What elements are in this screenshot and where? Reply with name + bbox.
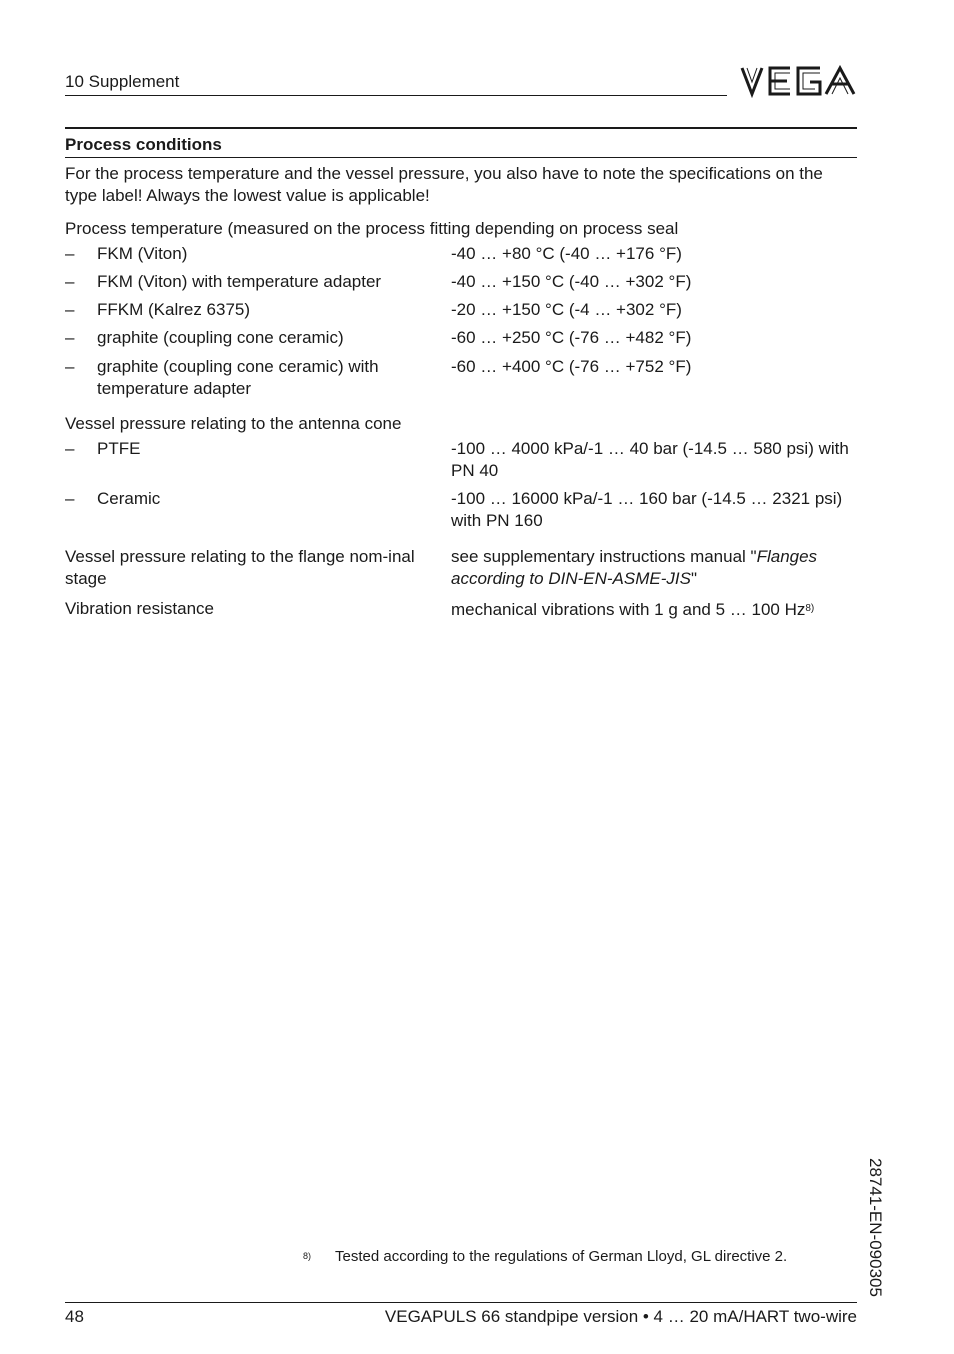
- flange-manual-title: Flanges according to DIN-EN-ASME-JIS: [451, 547, 818, 588]
- list-dash: –: [65, 328, 75, 347]
- temp-item-value: -60 … +250 °C (-76 … +482 °F): [451, 328, 692, 347]
- vega-logo: [740, 64, 858, 98]
- flange-value-suffix: ": [690, 569, 697, 588]
- pressure-heading: Vessel pressure relating to the antenna cone: [65, 414, 402, 433]
- pressure-item-value: -100 … 16000 kPa/-1 … 160 bar (-14.5 … 2321 psi) with PN 160: [451, 489, 843, 530]
- list-dash: –: [65, 300, 75, 319]
- temp-item-label: FFKM (Kalrez 6375): [97, 300, 251, 319]
- section-title: Process conditions: [65, 135, 222, 154]
- list-dash: –: [65, 489, 75, 508]
- vibration-value-text: mechanical vibrations with 1 g and 5 … 100 Hz: [451, 600, 806, 619]
- document-id: 28741-EN-090305: [866, 1158, 885, 1297]
- temp-item-value: -20 … +150 °C (-4 … +302 °F): [451, 300, 682, 319]
- section-rule-top: [65, 127, 857, 129]
- footnote-reference[interactable]: 8): [805, 603, 815, 614]
- flange-value-prefix: see supplementary instructions manual ": [451, 547, 757, 566]
- list-dash: –: [65, 357, 75, 376]
- pressure-item-value: -100 … 4000 kPa/-1 … 40 bar (-14.5 … 580 psi) with PN 40: [451, 439, 849, 480]
- header-rule: [65, 95, 727, 96]
- flange-label: Vessel pressure relating to the flange nom-inal stage: [65, 547, 415, 588]
- list-dash: –: [65, 439, 75, 458]
- footnote-mark: 8): [303, 1251, 312, 1261]
- vibration-label: Vibration resistance: [65, 599, 214, 618]
- temperature-heading: Process temperature (measured on the process fitting depending on process seal: [65, 219, 679, 238]
- page-number: 48: [65, 1307, 84, 1326]
- vibration-value: [451, 598, 861, 621]
- list-dash: –: [65, 244, 75, 263]
- temp-item-value: -40 … +80 °C (-40 … +176 °F): [451, 244, 682, 263]
- temp-item-label: graphite (coupling cone ceramic): [97, 328, 344, 347]
- temp-item-label: FKM (Viton): [97, 244, 188, 263]
- temp-item-value: -60 … +400 °C (-76 … +752 °F): [451, 357, 692, 376]
- temp-item-value: -40 … +150 °C (-40 … +302 °F): [451, 272, 692, 291]
- footnote-text: Tested according to the regulations of German Lloyd, GL directive 2.: [335, 1248, 788, 1265]
- temp-item-label: FKM (Viton) with temperature adapter: [97, 272, 382, 291]
- temp-item-label: graphite (coupling cone ceramic) with temperature adapter: [97, 357, 379, 398]
- intro-paragraph: For the process temperature and the vessel pressure, you also have to note the specifications on the type label! Always the lowest value is applicable!: [65, 164, 823, 205]
- flange-value: [451, 546, 851, 590]
- footer-rule: [65, 1302, 857, 1303]
- pressure-item-label: PTFE: [97, 439, 141, 458]
- footer-product: VEGAPULS 66 standpipe version • 4 … 20 mA/HART two-wire: [384, 1307, 857, 1326]
- list-dash: –: [65, 272, 75, 291]
- vega-logo-graphic: [740, 64, 858, 98]
- section-rule-bottom: [65, 157, 857, 158]
- pressure-item-label: Ceramic: [97, 489, 161, 508]
- chapter-heading: 10 Supplement: [65, 72, 180, 91]
